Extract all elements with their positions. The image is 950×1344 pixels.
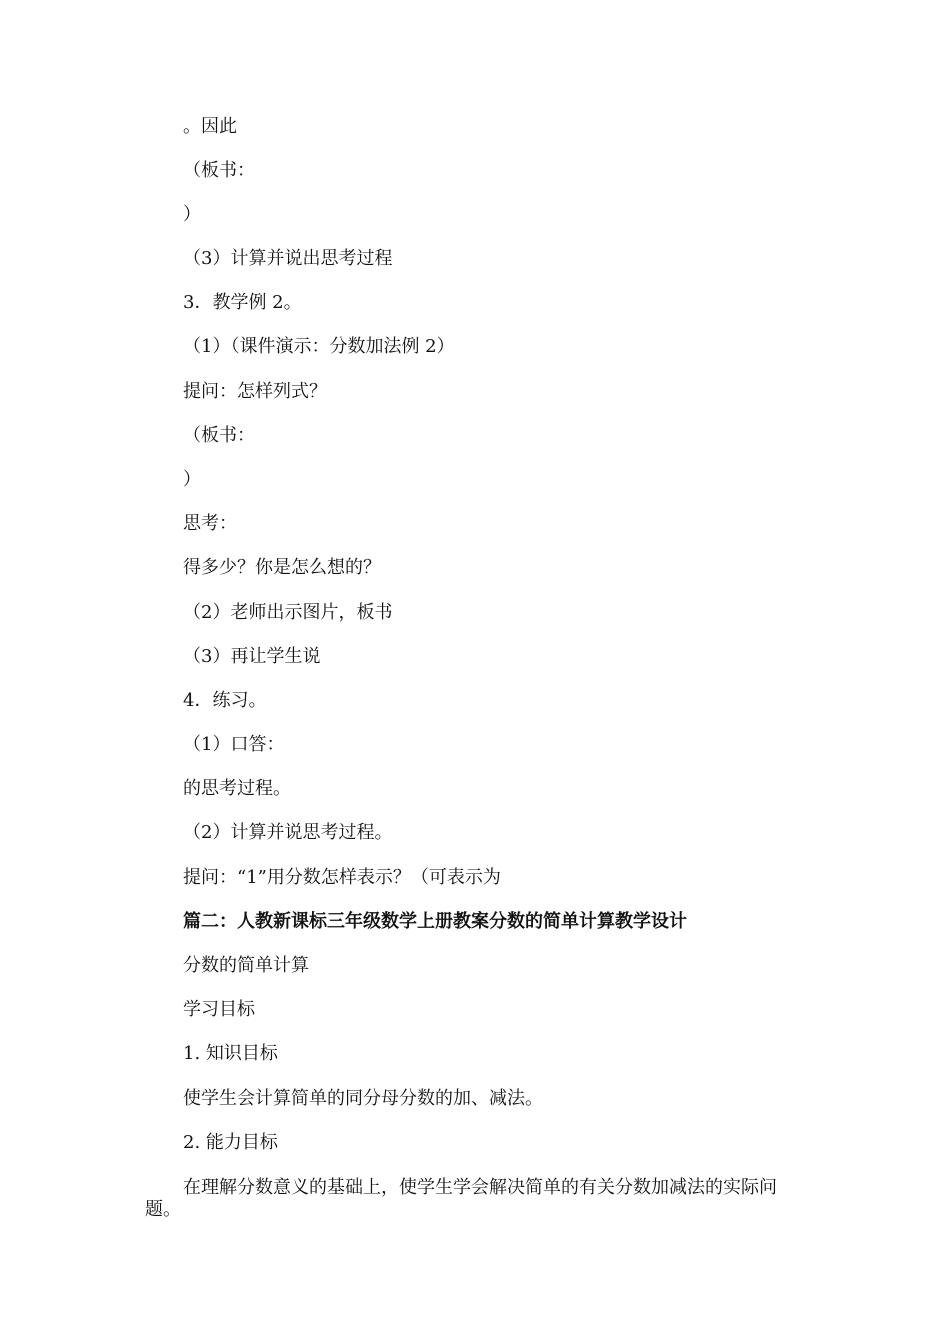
text-line: （3）再让学生说 (183, 646, 321, 667)
text-line: 4．练习。 (183, 690, 267, 711)
text-line: 2. 能力目标 (183, 1132, 278, 1153)
text-line: （2）老师出示图片，板书 (183, 602, 393, 623)
text-line: 的思考过程。 (183, 778, 291, 799)
text-line: 。因此 (183, 116, 237, 137)
text-line: 学习目标 (183, 999, 255, 1020)
section-heading: 篇二：人教新课标三年级数学上册教案分数的简单计算教学设计 (183, 911, 687, 932)
text-line: 使学生会计算简单的同分母分数的加、减法。 (183, 1088, 543, 1109)
text-line: 思考： (183, 513, 237, 534)
text-line: （2）计算并说思考过程。 (183, 822, 393, 843)
text-line: 提问：“1”用分数怎样表示？（可表示为 (183, 867, 501, 888)
text-line: 1. 知识目标 (183, 1043, 278, 1064)
paragraph: 在理解分数意义的基础上，使学生学会解决简单的有关分数加减法的实际问题。 (145, 1177, 777, 1220)
text-line: 得多少？你是怎么想的？ (183, 557, 381, 578)
text-line: 3．教学例 2。 (183, 292, 302, 313)
text-line: （板书： (183, 425, 255, 446)
text-line: 提问：怎样列式？ (183, 381, 327, 402)
text-line: （1）（课件演示：分数加法例 2） (183, 336, 455, 357)
text-line: 分数的简单计算 (183, 955, 309, 976)
text-line: （1）口答： (183, 734, 285, 755)
text-line: （板书： (183, 160, 255, 181)
text-line: ） (183, 469, 201, 490)
text-line: ） (183, 204, 201, 225)
text-line: （3）计算并说出思考过程 (183, 248, 393, 269)
